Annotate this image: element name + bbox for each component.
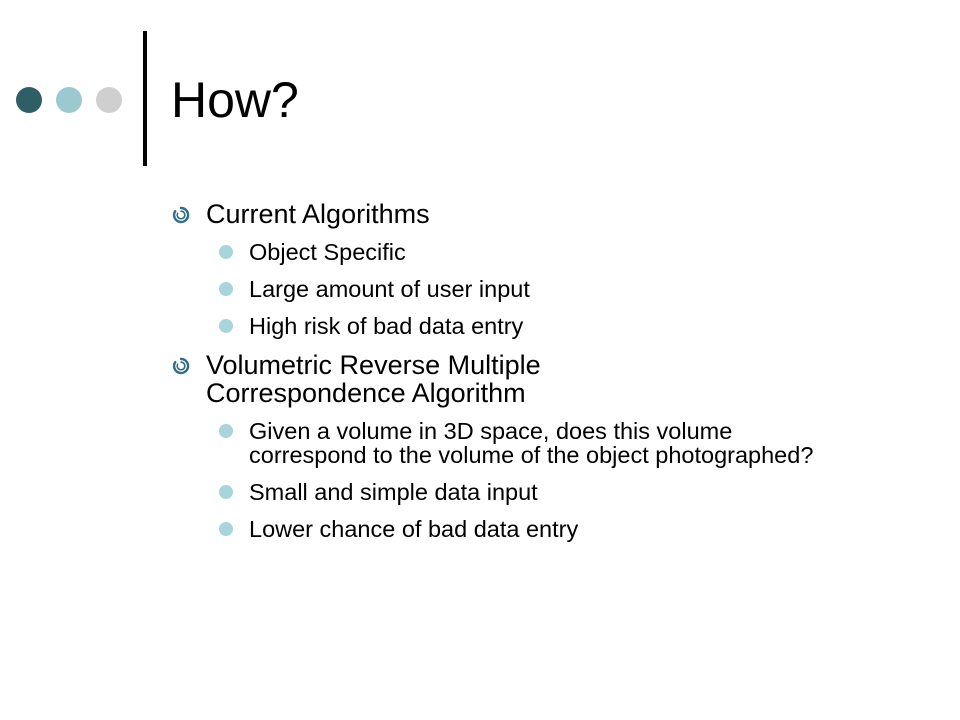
sub-list-volumetric-algorithm xyxy=(172,419,932,541)
list-item xyxy=(172,277,932,301)
dot-bullet-icon xyxy=(219,424,233,438)
sub-list-current-algorithms xyxy=(172,240,932,338)
ring-bullet-icon xyxy=(172,206,190,224)
dot-bullet-icon xyxy=(219,282,233,296)
decorative-dots xyxy=(12,87,132,113)
title-rule xyxy=(143,31,147,166)
list-item-text: High risk of bad data entry xyxy=(249,313,524,339)
list-item xyxy=(172,517,932,541)
list-item-text: Given a volume in 3D space, does this volume correspond to the volume of the object photographed? xyxy=(249,418,814,468)
list-item-text: Lower chance of bad data entry xyxy=(249,516,579,542)
bullet-label: Volumetric Reverse Multiple Correspondence Algorithm xyxy=(206,350,541,408)
slide-content xyxy=(172,200,932,554)
dot-bullet-icon xyxy=(219,485,233,499)
list-item-text: Object Specific xyxy=(249,239,406,265)
list-item xyxy=(172,419,932,467)
dot-bullet-icon xyxy=(219,522,233,536)
list-item xyxy=(172,480,932,504)
list-item-text: Large amount of user input xyxy=(249,276,530,302)
bullet-volumetric-algorithm xyxy=(172,351,932,407)
list-item xyxy=(172,314,932,338)
dot-bullet-icon xyxy=(219,245,233,259)
ring-bullet-icon xyxy=(172,357,190,375)
slide-title: How? xyxy=(171,72,299,128)
dark-dot-icon xyxy=(16,87,42,113)
gray-dot-icon xyxy=(96,87,122,113)
dot-bullet-icon xyxy=(219,319,233,333)
teal-dot-icon xyxy=(56,87,82,113)
bullet-label: Current Algorithms xyxy=(206,199,430,229)
list-item xyxy=(172,240,932,264)
list-item-text: Small and simple data input xyxy=(249,479,538,505)
bullet-current-algorithms xyxy=(172,200,932,228)
